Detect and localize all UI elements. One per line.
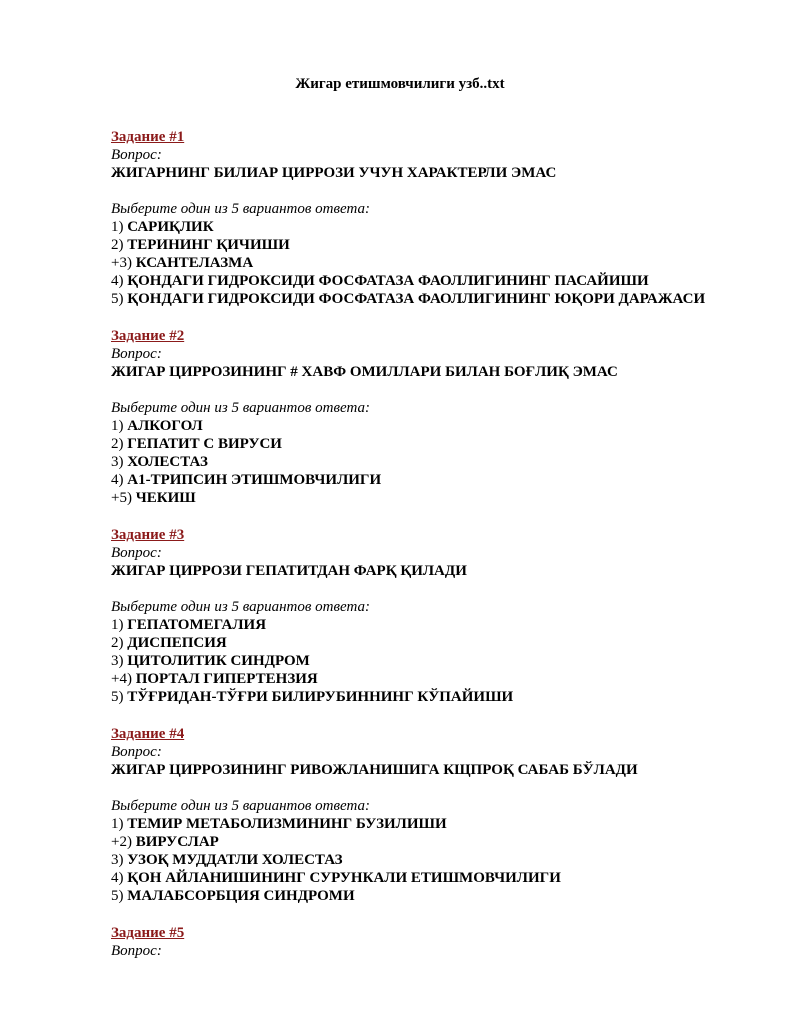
answer-option [111,453,791,471]
option-marker: 4) [111,870,128,886]
task-heading: Задание #1 [111,129,185,145]
option-marker: 1) [111,418,128,434]
question-text: ЖИГАР ЦИРРОЗИ ГЕПАТИТДАН ФАРҚ ҚИЛАДИ [111,563,467,579]
option-text: ТЕМИР МЕТАБОЛИЗМИНИНГ БУЗИЛИШИ [127,816,447,832]
option-marker: 1) [111,617,128,633]
option-marker: 5) [111,689,128,705]
answer-option [111,471,791,489]
task-heading: Задание #2 [111,328,185,344]
question-text: ЖИГАР ЦИРРОЗИНИНГ РИВОЖЛАНИШИГА КЩПРОҚ САБАБ БЎЛАДИ [111,762,638,778]
option-marker: 2) [111,635,128,651]
option-text: ТЎҒРИДАН-ТЎҒРИ БИЛИРУБИННИНГ КЎПАЙИШИ [127,689,514,705]
document-content [111,128,791,979]
option-text: ВИРУСЛАР [135,834,219,850]
answer-option [111,688,791,706]
option-text: ГЕПАТОМЕГАЛИЯ [127,617,267,633]
option-marker: 3) [111,653,128,669]
answer-prompt: Выберите один из 5 вариантов ответа: [111,798,370,814]
option-text: ДИСПЕПСИЯ [127,635,227,651]
answer-options [111,417,791,507]
answer-option [111,634,791,652]
option-text: ҚОНДАГИ ГИДРОКСИДИ ФОСФАТАЗА ФАОЛЛИГИНИНГ ЮҚОРИ ДАРАЖАСИ [127,291,706,307]
answer-option [111,435,791,453]
option-marker: +3) [111,255,136,271]
option-marker: 3) [111,852,128,868]
answer-option [111,272,791,290]
question-label: Вопрос: [111,943,162,959]
question-label: Вопрос: [111,545,162,561]
option-text: ТЕРИНИНГ ҚИЧИШИ [127,237,290,253]
answer-option [111,218,791,236]
answer-option [111,887,791,905]
option-marker: 4) [111,472,128,488]
option-marker: 1) [111,219,128,235]
answer-option [111,833,791,851]
option-text: АЛКОГОЛ [127,418,203,434]
option-text: ЧЕКИШ [135,490,196,506]
option-marker: 2) [111,436,128,452]
answer-option [111,417,791,435]
answer-prompt: Выберите один из 5 вариантов ответа: [111,400,370,416]
option-text: ЦИТОЛИТИК СИНДРОМ [127,653,310,669]
task-2 [111,327,791,507]
answer-options [111,218,791,308]
answer-option [111,616,791,634]
task-heading: Задание #3 [111,527,185,543]
task-1 [111,128,791,308]
question-text: ЖИГАРНИНГ БИЛИАР ЦИРРОЗИ УЧУН ХАРАКТЕРЛИ ЭМАС [111,165,557,181]
answer-option [111,489,791,507]
answer-prompt: Выберите один из 5 вариантов ответа: [111,599,370,615]
option-marker: 5) [111,888,128,904]
option-text: МАЛАБСОРБЦИЯ СИНДРОМИ [127,888,355,904]
option-text: КСАНТЕЛАЗМА [135,255,254,271]
answer-options [111,616,791,706]
option-text: ҚОН АЙЛАНИШИНИНГ СУРУНКАЛИ ЕТИШМОВЧИЛИГИ [127,870,561,886]
question-label: Вопрос: [111,147,162,163]
answer-option [111,236,791,254]
answer-option [111,869,791,887]
option-marker: 2) [111,237,128,253]
option-text: ХОЛЕСТАЗ [127,454,208,470]
option-marker: 1) [111,816,128,832]
answer-options [111,815,791,905]
answer-option [111,851,791,869]
option-text: УЗОҚ МУДДАТЛИ ХОЛЕСТАЗ [127,852,343,868]
question-label: Вопрос: [111,744,162,760]
answer-option [111,815,791,833]
question-text: ЖИГАР ЦИРРОЗИНИНГ # ХАВФ ОМИЛЛАРИ БИЛАН БОҒЛИҚ ЭМАС [111,364,618,380]
option-marker: +2) [111,834,136,850]
option-text: ГЕПАТИТ С ВИРУСИ [127,436,282,452]
option-text: ҚОНДАГИ ГИДРОКСИДИ ФОСФАТАЗА ФАОЛЛИГИНИНГ ПАСАЙИШИ [127,273,649,289]
answer-option [111,254,791,272]
option-text: САРИҚЛИК [127,219,214,235]
task-heading: Задание #5 [111,925,185,941]
task-4 [111,725,791,905]
option-text: А1-ТРИПСИН ЭТИШМОВЧИЛИГИ [127,472,382,488]
answer-option [111,670,791,688]
option-text: ПОРТАЛ ГИПЕРТЕНЗИЯ [135,671,318,687]
option-marker: 4) [111,273,128,289]
answer-option [111,652,791,670]
option-marker: +5) [111,490,136,506]
option-marker: 5) [111,291,128,307]
question-label: Вопрос: [111,346,162,362]
task-5 [111,924,791,960]
option-marker: +4) [111,671,136,687]
task-heading: Задание #4 [111,726,185,742]
document-title: Жигар етишмовчилиги узб..txt [295,76,505,92]
answer-option [111,290,791,308]
answer-prompt: Выберите один из 5 вариантов ответа: [111,201,370,217]
option-marker: 3) [111,454,128,470]
task-3 [111,526,791,706]
